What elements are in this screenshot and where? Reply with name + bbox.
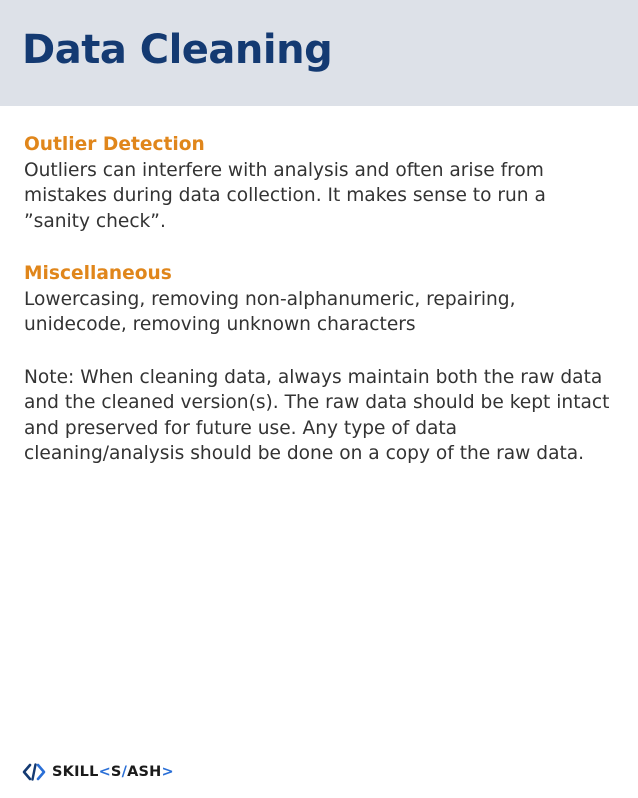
- code-brackets-icon: [22, 762, 46, 782]
- note-section: [24, 365, 614, 467]
- note-text: Note: When cleaning data, always maintain both the raw data and the cleaned version(s). The raw data should be kept intact and preserved for future use. Any type of data cleaning/analysis should be done on a copy of the raw data.: [24, 366, 610, 464]
- brand-ash: ASH: [127, 764, 162, 780]
- brand-s: S: [110, 764, 122, 780]
- section-outlier-detection: [24, 132, 614, 234]
- brand-slash: /: [121, 764, 128, 780]
- section-text-outlier-detection: Outliers can interfere with analysis and often arise from mistakes during data collection. It makes sense to run a ”sanity check”.: [24, 159, 546, 232]
- header-bar: [0, 0, 638, 106]
- brand-wordmark: [52, 764, 174, 780]
- section-miscellaneous: [24, 261, 614, 338]
- page-title: Data Cleaning: [22, 27, 333, 73]
- content-body: [24, 132, 614, 494]
- section-heading-miscellaneous: Miscellaneous: [24, 263, 172, 284]
- brand-prefix: SKILL: [52, 764, 99, 780]
- brand-lt: <: [98, 764, 111, 780]
- section-heading-outlier-detection: Outlier Detection: [24, 134, 205, 155]
- section-text-miscellaneous: Lowercasing, removing non-alphanumeric, repairing, unidecode, removing unknown characters: [24, 288, 516, 335]
- brand-gt: >: [161, 764, 174, 780]
- brand-logo: [22, 760, 174, 784]
